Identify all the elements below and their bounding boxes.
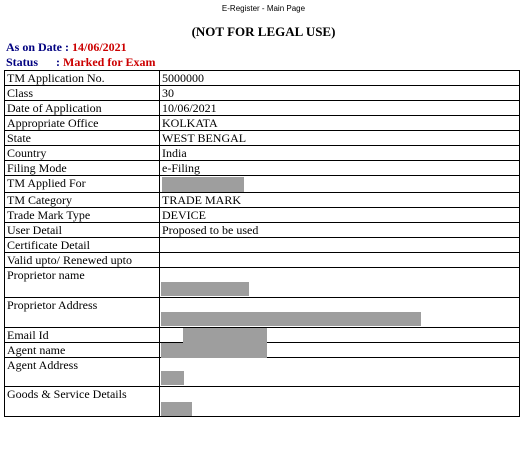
table-row	[5, 342, 520, 357]
agent-address-value	[160, 357, 520, 386]
table-row	[5, 161, 520, 176]
table-row	[5, 386, 520, 416]
table-row	[5, 176, 520, 193]
filing-mode-value: e-Filing	[160, 161, 520, 176]
redaction-block	[162, 177, 244, 192]
date-of-application-value: 10/06/2021	[160, 101, 520, 116]
proprietor-address-value	[160, 297, 520, 327]
redaction-block	[161, 312, 421, 326]
goods-services-value	[160, 386, 520, 416]
class-value: 30	[160, 86, 520, 101]
trade-mark-type-value: DEVICE	[160, 207, 520, 222]
table-row	[5, 207, 520, 222]
row-label: Agent name	[5, 342, 160, 357]
redaction-block	[161, 282, 249, 296]
redaction-block	[161, 402, 192, 416]
row-label: Class	[5, 86, 160, 101]
redaction-block	[161, 343, 267, 358]
table-row	[5, 101, 520, 116]
table-row	[5, 192, 520, 207]
row-label: Trade Mark Type	[5, 207, 160, 222]
table-row	[5, 116, 520, 131]
table-row	[5, 86, 520, 101]
country-value: India	[160, 146, 520, 161]
status-line	[6, 55, 155, 70]
row-label: Filing Mode	[5, 161, 160, 176]
page-title: E-Register - Main Page	[221, 4, 306, 13]
valid-upto-value	[160, 252, 520, 267]
row-label: Valid upto/ Renewed upto	[5, 252, 160, 267]
appropriate-office-value: KOLKATA	[160, 116, 520, 131]
row-label: TM Application No.	[5, 71, 160, 86]
redaction-block	[183, 328, 267, 343]
as-on-date	[6, 40, 127, 55]
redaction-block	[161, 371, 184, 385]
table-row	[5, 297, 520, 327]
row-label: Date of Application	[5, 101, 160, 116]
certificate-detail-value	[160, 237, 520, 252]
row-label: Email Id	[5, 327, 160, 342]
row-label: Proprietor name	[5, 267, 160, 297]
table-row	[5, 252, 520, 267]
table-row	[5, 71, 520, 86]
table-row	[5, 146, 520, 161]
row-label: Proprietor Address	[5, 297, 160, 327]
state-value: WEST BENGAL	[160, 131, 520, 146]
row-label: User Detail	[5, 222, 160, 237]
legal-notice: (NOT FOR LEGAL USE)	[191, 24, 336, 39]
table-row	[5, 222, 520, 237]
table-row	[5, 267, 520, 297]
table-row	[5, 237, 520, 252]
tm-category-value: TRADE MARK	[160, 192, 520, 207]
as-on-date-value: 14/06/2021	[72, 40, 127, 54]
as-on-date-label: As on Date :	[6, 40, 72, 54]
tm-application-no-value: 5000000	[160, 71, 520, 86]
table-row	[5, 131, 520, 146]
row-label: Certificate Detail	[5, 237, 160, 252]
row-label: Goods & Service Details	[5, 386, 160, 416]
proprietor-name-value	[160, 267, 520, 297]
row-label: TM Applied For	[5, 176, 160, 193]
row-label: TM Category	[5, 192, 160, 207]
email-id-value	[160, 327, 520, 342]
row-label: Agent Address	[5, 357, 160, 386]
row-label: Country	[5, 146, 160, 161]
agent-name-value	[160, 342, 520, 357]
table-row	[5, 327, 520, 342]
status-value: Marked for Exam	[63, 55, 156, 69]
user-detail-value: Proposed to be used	[160, 222, 520, 237]
row-label: State	[5, 131, 160, 146]
row-label: Appropriate Office	[5, 116, 160, 131]
table-row	[5, 357, 520, 386]
register-table	[4, 70, 520, 417]
tm-applied-for-value	[160, 176, 520, 193]
status-label: Status :	[6, 55, 64, 69]
